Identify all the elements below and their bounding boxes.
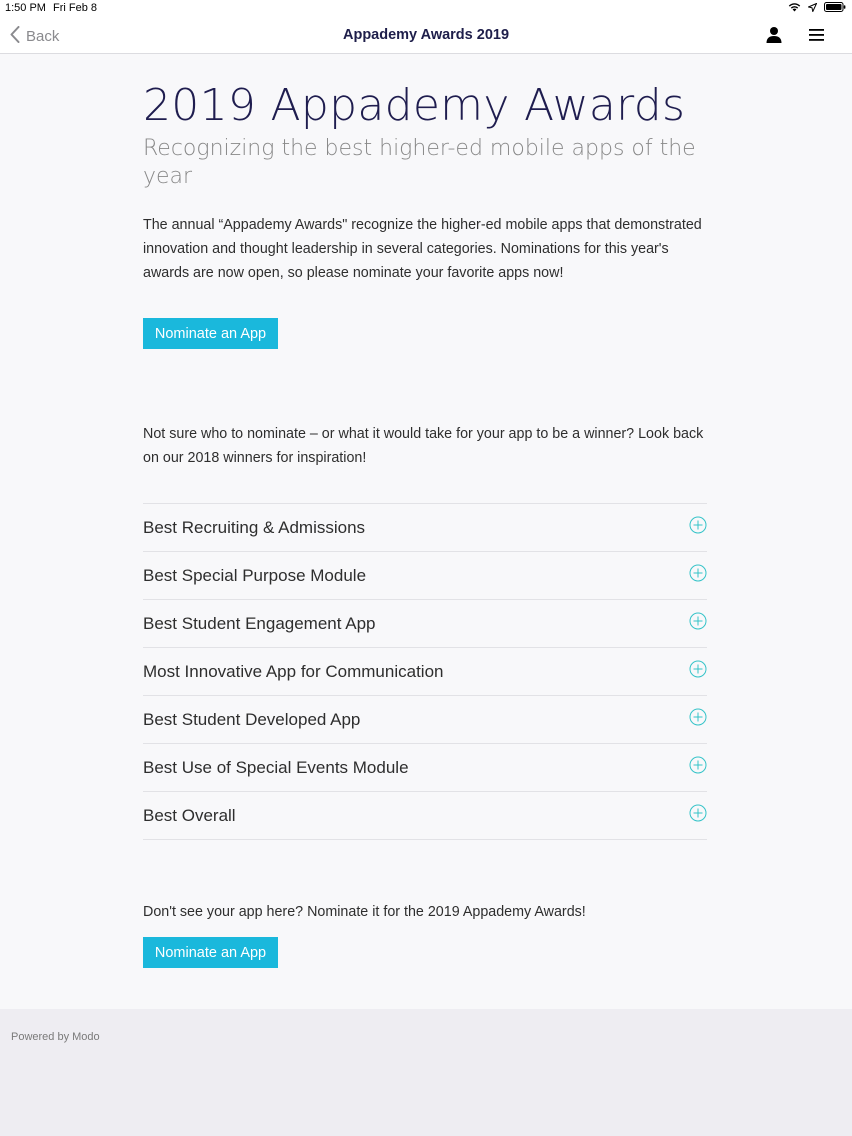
nav-title: Appademy Awards 2019 xyxy=(342,27,510,43)
intro-text: The annual “Appademy Awards" recognize the higher-ed mobile apps that demonstrated innovation and thought leadership in several categories. Nominations for this year's awards are now open, so please nominate your favorite apps now! xyxy=(143,217,702,281)
category-label: Best Special Purpose Module xyxy=(143,565,367,585)
category-label: Most Innovative App for Communication xyxy=(143,661,444,681)
page-subtitle: Recognizing the best higher-ed mobile apps of the year xyxy=(143,136,696,189)
category-accordion xyxy=(143,503,707,840)
category-label: Best Student Engagement App xyxy=(143,613,376,633)
navigation-bar xyxy=(0,17,852,54)
main-content xyxy=(0,54,852,1009)
powered-by-text: Powered by Modo xyxy=(11,1031,100,1043)
plus-circle-icon xyxy=(689,708,707,731)
category-item[interactable] xyxy=(143,552,707,600)
plus-circle-icon xyxy=(689,564,707,587)
footer xyxy=(0,1009,852,1136)
category-label: Best Use of Special Events Module xyxy=(143,757,409,777)
category-label: Best Recruiting & Admissions xyxy=(143,517,366,537)
page-title: 2019 Appademy Awards xyxy=(143,80,686,131)
battery-icon xyxy=(824,2,846,12)
inspiration-text: Not sure who to nominate – or what it would take for your app to be a winner? Look back on our 2018 winners for inspiration! xyxy=(143,426,704,466)
plus-circle-icon xyxy=(689,756,707,779)
plus-circle-icon xyxy=(689,516,707,539)
category-item[interactable] xyxy=(143,744,707,792)
nominate-app-button-bottom[interactable]: Nominate an App xyxy=(143,937,278,968)
hamburger-menu-icon[interactable] xyxy=(808,27,825,43)
plus-circle-icon xyxy=(689,612,707,635)
wifi-icon xyxy=(788,2,801,12)
status-bar xyxy=(0,0,852,17)
status-date: Fri Feb 8 xyxy=(53,2,98,14)
plus-circle-icon xyxy=(689,660,707,683)
category-item[interactable] xyxy=(143,696,707,744)
back-label: Back xyxy=(26,27,60,45)
category-label: Best Student Developed App xyxy=(143,709,361,729)
plus-circle-icon xyxy=(689,804,707,827)
nominate-app-button[interactable]: Nominate an App xyxy=(143,318,278,349)
status-time: 1:50 PM xyxy=(5,2,46,14)
category-item[interactable] xyxy=(143,504,707,552)
category-label: Best Overall xyxy=(143,805,236,825)
category-item[interactable] xyxy=(143,792,707,840)
status-icons xyxy=(788,2,846,12)
category-item[interactable] xyxy=(143,600,707,648)
location-icon xyxy=(808,3,817,12)
dont-see-app-text: Don't see your app here? Nominate it for the 2019 Appademy Awards! xyxy=(143,904,586,920)
category-item[interactable] xyxy=(143,648,707,696)
user-icon[interactable] xyxy=(765,26,783,44)
